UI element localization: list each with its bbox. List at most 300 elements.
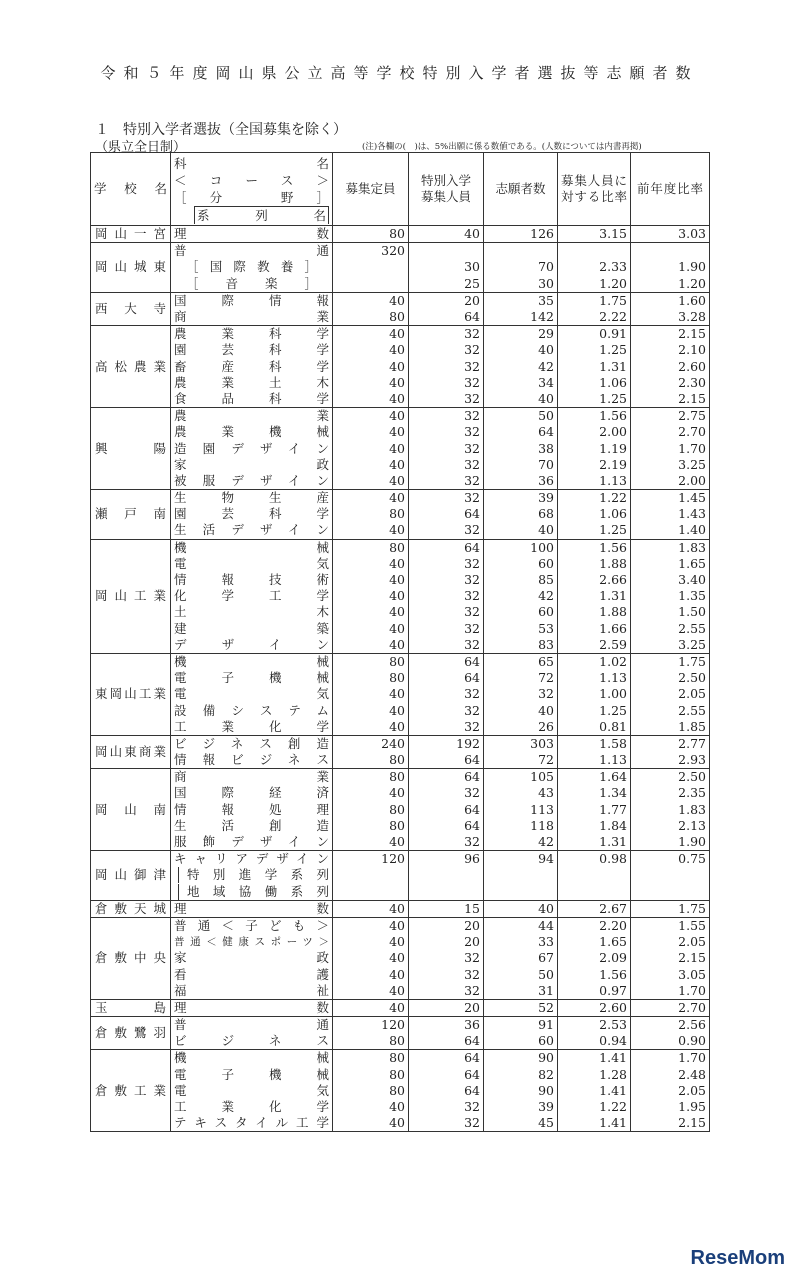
ratio-cell: 1.56 (558, 966, 631, 982)
capacity-cell: 40 (333, 983, 409, 1000)
special-cell (409, 243, 484, 260)
table-row (91, 950, 710, 966)
subject-name: 理数 (171, 226, 333, 243)
special-cell: 32 (409, 359, 484, 375)
capacity-cell: 40 (333, 637, 409, 654)
special-cell: 32 (409, 556, 484, 572)
subject-name: テキスタイル工学 (171, 1115, 333, 1132)
applicants-cell: 35 (484, 292, 558, 309)
subject-name: 農業 (171, 408, 333, 425)
capacity-cell: 40 (333, 934, 409, 950)
applicants-cell: 40 (484, 522, 558, 539)
ratio-cell: 1.13 (558, 752, 631, 769)
applicants-cell: 60 (484, 604, 558, 620)
prev-cell: 2.05 (631, 1083, 710, 1099)
table-row (91, 752, 710, 769)
special-cell: 20 (409, 917, 484, 934)
subject-name: 建築 (171, 621, 333, 637)
header-subject: 科 名 ＜コース＞ ［分 野］ 系列名 (171, 153, 333, 226)
header-special: 特別入学募集人員 (409, 153, 484, 226)
table-row (91, 1099, 710, 1115)
prev-cell: 2.05 (631, 686, 710, 702)
special-cell: 64 (409, 539, 484, 556)
special-cell (409, 867, 484, 883)
applicants-cell: 82 (484, 1067, 558, 1083)
ratio-cell: 1.65 (558, 934, 631, 950)
prev-cell: 2.55 (631, 621, 710, 637)
special-cell: 32 (409, 637, 484, 654)
special-cell: 15 (409, 900, 484, 917)
applicants-cell: 118 (484, 818, 558, 834)
header-ratio: 募集人員に対する比率 (558, 153, 631, 226)
special-cell: 32 (409, 966, 484, 982)
table-row (91, 408, 710, 425)
subject-name: 情報ビジネス (171, 752, 333, 769)
special-cell: 192 (409, 735, 484, 752)
ratio-cell: 0.81 (558, 719, 631, 736)
table-row (91, 934, 710, 950)
applicants-cell: 36 (484, 473, 558, 490)
capacity-cell: 120 (333, 1017, 409, 1034)
capacity-cell: 40 (333, 572, 409, 588)
special-cell: 32 (409, 604, 484, 620)
prev-cell: 3.03 (631, 226, 710, 243)
special-cell: 40 (409, 226, 484, 243)
capacity-cell: 320 (333, 243, 409, 260)
special-cell: 32 (409, 686, 484, 702)
school-name: 岡山東商業 (91, 735, 171, 768)
special-cell: 20 (409, 292, 484, 309)
capacity-cell: 40 (333, 292, 409, 309)
applicants-cell: 29 (484, 326, 558, 343)
subject-name: 農業機械 (171, 424, 333, 440)
applicants-cell: 32 (484, 686, 558, 702)
table-row (91, 259, 710, 275)
special-cell: 32 (409, 719, 484, 736)
capacity-cell: 240 (333, 735, 409, 752)
capacity-cell: 40 (333, 999, 409, 1016)
subject-name: ビジネス創造 (171, 735, 333, 752)
prev-cell: 2.50 (631, 670, 710, 686)
table-row (91, 292, 710, 309)
table-row (91, 506, 710, 522)
school-name: 高松農業 (91, 326, 171, 408)
applicants-cell: 90 (484, 1050, 558, 1067)
capacity-cell: 40 (333, 686, 409, 702)
applicants-cell: 68 (484, 506, 558, 522)
table-row (91, 785, 710, 801)
prev-cell: 1.43 (631, 506, 710, 522)
capacity-cell: 40 (333, 621, 409, 637)
applicants-cell: 40 (484, 702, 558, 718)
prev-cell: 2.77 (631, 735, 710, 752)
ratio-cell: 2.20 (558, 917, 631, 934)
capacity-cell (333, 867, 409, 883)
applicants-cell: 43 (484, 785, 558, 801)
prev-cell: 2.10 (631, 342, 710, 358)
capacity-cell: 40 (333, 359, 409, 375)
ratio-cell: 2.22 (558, 309, 631, 326)
prev-cell: 2.15 (631, 950, 710, 966)
applicants-cell: 50 (484, 408, 558, 425)
table-row (91, 490, 710, 507)
prev-cell: 1.60 (631, 292, 710, 309)
subject-name: キャリアデザイン (171, 851, 333, 868)
applicants-cell: 83 (484, 637, 558, 654)
ratio-cell: 2.19 (558, 457, 631, 473)
applicants-cell: 90 (484, 1083, 558, 1099)
applicants-cell: 64 (484, 424, 558, 440)
table-row (91, 686, 710, 702)
prev-cell: 2.13 (631, 818, 710, 834)
prev-cell: 1.45 (631, 490, 710, 507)
prev-cell: 2.75 (631, 408, 710, 425)
table-row (91, 309, 710, 326)
prev-cell: 2.55 (631, 702, 710, 718)
ratio-cell: 1.58 (558, 735, 631, 752)
school-name: 岡山一宮 (91, 226, 171, 243)
special-cell: 32 (409, 375, 484, 391)
subject-name: 電子機械 (171, 1067, 333, 1083)
capacity-cell: 40 (333, 424, 409, 440)
school-name: 岡山御津 (91, 851, 171, 901)
capacity-cell: 80 (333, 1050, 409, 1067)
table-row (91, 719, 710, 736)
applicants-cell (484, 243, 558, 260)
applicants-cell: 42 (484, 359, 558, 375)
subject-name: 普通 (171, 243, 333, 260)
special-cell: 64 (409, 309, 484, 326)
prev-cell (631, 884, 710, 901)
applicants-cell: 67 (484, 950, 558, 966)
capacity-cell: 80 (333, 818, 409, 834)
table-row (91, 735, 710, 752)
special-cell: 32 (409, 702, 484, 718)
table-row (91, 867, 710, 883)
prev-cell: 2.70 (631, 999, 710, 1016)
prev-cell: 1.55 (631, 917, 710, 934)
table-row (91, 276, 710, 293)
special-cell: 32 (409, 440, 484, 456)
prev-cell: 1.83 (631, 539, 710, 556)
ratio-cell: 1.75 (558, 292, 631, 309)
ratio-cell: 1.25 (558, 522, 631, 539)
table-row (91, 884, 710, 901)
header-prev: 前年度比率 (631, 153, 710, 226)
table-row (91, 457, 710, 473)
prev-cell (631, 243, 710, 260)
applicants-cell: 72 (484, 752, 558, 769)
ratio-cell: 1.25 (558, 342, 631, 358)
applicants-cell: 38 (484, 440, 558, 456)
table-row (91, 917, 710, 934)
special-cell: 64 (409, 1033, 484, 1050)
prev-cell (631, 867, 710, 883)
capacity-cell: 40 (333, 966, 409, 982)
capacity-cell: 80 (333, 802, 409, 818)
table-row (91, 359, 710, 375)
applicants-cell: 42 (484, 588, 558, 604)
prev-cell: 1.95 (631, 1099, 710, 1115)
applicants-cell (484, 867, 558, 883)
subject-name: 園芸科学 (171, 506, 333, 522)
subject-name: 福祉 (171, 983, 333, 1000)
section-subtitle: （県立全日制） (95, 140, 187, 155)
ratio-cell: 1.20 (558, 276, 631, 293)
ratio-cell: 1.31 (558, 359, 631, 375)
applicants-cell (484, 884, 558, 901)
applicants-cell: 33 (484, 934, 558, 950)
special-cell: 32 (409, 408, 484, 425)
special-cell: 32 (409, 522, 484, 539)
ratio-cell: 1.22 (558, 490, 631, 507)
capacity-cell: 40 (333, 408, 409, 425)
subject-name: 生活創造 (171, 818, 333, 834)
table-row (91, 802, 710, 818)
capacity-cell: 40 (333, 1115, 409, 1132)
ratio-cell: 0.91 (558, 326, 631, 343)
prev-cell: 2.70 (631, 424, 710, 440)
ratio-cell: 1.88 (558, 556, 631, 572)
subject-name: 普通＜健康スポーツ＞ (171, 934, 333, 950)
capacity-cell: 40 (333, 473, 409, 490)
ratio-cell: 2.53 (558, 1017, 631, 1034)
special-cell: 64 (409, 653, 484, 670)
ratio-cell: 0.94 (558, 1033, 631, 1050)
applicants-cell: 60 (484, 556, 558, 572)
applicants-cell: 52 (484, 999, 558, 1016)
resemom-logo: ReseMom (690, 1247, 785, 1269)
applicants-cell: 113 (484, 802, 558, 818)
special-cell: 25 (409, 276, 484, 293)
applicants-cell: 40 (484, 391, 558, 408)
table-row (91, 966, 710, 982)
subject-name: ［音楽］ (171, 276, 333, 293)
table-row (91, 1033, 710, 1050)
ratio-cell: 1.56 (558, 408, 631, 425)
table-row (91, 473, 710, 490)
prev-cell: 1.20 (631, 276, 710, 293)
table-row (91, 1115, 710, 1132)
special-cell: 64 (409, 670, 484, 686)
ratio-cell: 0.97 (558, 983, 631, 1000)
applicants-cell: 39 (484, 1099, 558, 1115)
table-note: (注)各欄の( )は、5%出願に係る数値である。(人数については内書再掲) (362, 142, 642, 152)
applicants-cell: 126 (484, 226, 558, 243)
applicants-cell: 40 (484, 342, 558, 358)
subject-name: 情報技術 (171, 572, 333, 588)
subject-name: 国際情報 (171, 292, 333, 309)
subject-name: 看護 (171, 966, 333, 982)
table-row (91, 834, 710, 851)
ratio-cell: 2.59 (558, 637, 631, 654)
ratio-cell: 2.60 (558, 999, 631, 1016)
table-row (91, 326, 710, 343)
subject-name: 畜産科学 (171, 359, 333, 375)
table-row (91, 375, 710, 391)
ratio-cell: 1.77 (558, 802, 631, 818)
subject-name: 家政 (171, 950, 333, 966)
table-row (91, 900, 710, 917)
special-cell: 30 (409, 259, 484, 275)
ratio-cell: 2.00 (558, 424, 631, 440)
prev-cell: 3.40 (631, 572, 710, 588)
subject-name: 食品科学 (171, 391, 333, 408)
subject-name: 機械 (171, 653, 333, 670)
special-cell: 32 (409, 572, 484, 588)
ratio-cell: 1.64 (558, 769, 631, 786)
applicants-cell: 85 (484, 572, 558, 588)
table-row (91, 621, 710, 637)
school-name: 瀬戸南 (91, 490, 171, 540)
special-cell: 64 (409, 1083, 484, 1099)
prev-cell: 3.25 (631, 637, 710, 654)
special-cell: 64 (409, 506, 484, 522)
subject-name: 普通 (171, 1017, 333, 1034)
applicants-cell: 303 (484, 735, 558, 752)
ratio-cell: 1.22 (558, 1099, 631, 1115)
table-row (91, 1017, 710, 1034)
applicants-cell: 70 (484, 259, 558, 275)
subject-name: 地域協働系列 (171, 884, 333, 901)
table-row (91, 637, 710, 654)
ratio-cell: 1.00 (558, 686, 631, 702)
ratio-cell: 1.19 (558, 440, 631, 456)
capacity-cell: 40 (333, 326, 409, 343)
subject-name: 設備システム (171, 702, 333, 718)
special-cell: 64 (409, 769, 484, 786)
school-name: 岡山城東 (91, 243, 171, 293)
capacity-cell: 80 (333, 226, 409, 243)
prev-cell: 1.40 (631, 522, 710, 539)
capacity-cell: 80 (333, 1083, 409, 1099)
subject-name: 造園デザイン (171, 440, 333, 456)
ratio-cell (558, 867, 631, 883)
subject-name: 理数 (171, 900, 333, 917)
capacity-cell: 40 (333, 1099, 409, 1115)
subject-name: 情報処理 (171, 802, 333, 818)
special-cell: 32 (409, 473, 484, 490)
school-name: 倉敷天城 (91, 900, 171, 917)
capacity-cell: 80 (333, 653, 409, 670)
table-row (91, 243, 710, 260)
subject-name: 農業土木 (171, 375, 333, 391)
subject-name: 電気 (171, 686, 333, 702)
applicants-cell: 142 (484, 309, 558, 326)
school-name: 興陽 (91, 408, 171, 490)
subject-name: 農業科学 (171, 326, 333, 343)
table-row (91, 769, 710, 786)
subject-name: 生活デザイン (171, 522, 333, 539)
school-name: 岡山工業 (91, 539, 171, 653)
ratio-cell: 2.66 (558, 572, 631, 588)
prev-cell: 1.75 (631, 653, 710, 670)
table-row (91, 983, 710, 1000)
ratio-cell: 1.41 (558, 1050, 631, 1067)
document-title: 令和５年度岡山県公立高等学校特別入学者選抜等志願者数 (100, 64, 699, 82)
capacity-cell: 40 (333, 588, 409, 604)
school-name: 倉敷中央 (91, 917, 171, 999)
school-name: 東岡山工業 (91, 653, 171, 735)
applicants-cell: 72 (484, 670, 558, 686)
subject-name: 国際経済 (171, 785, 333, 801)
subject-name: 工業化学 (171, 719, 333, 736)
capacity-cell: 120 (333, 851, 409, 868)
special-cell: 32 (409, 785, 484, 801)
special-cell: 32 (409, 424, 484, 440)
capacity-cell: 40 (333, 917, 409, 934)
subject-name: 電気 (171, 556, 333, 572)
table-row (91, 440, 710, 456)
applicants-cell: 34 (484, 375, 558, 391)
prev-cell: 1.90 (631, 834, 710, 851)
capacity-cell: 40 (333, 391, 409, 408)
prev-cell: 2.56 (631, 1017, 710, 1034)
table-row (91, 670, 710, 686)
table-row (91, 556, 710, 572)
subject-name: 理数 (171, 999, 333, 1016)
special-cell: 96 (409, 851, 484, 868)
table-row (91, 1067, 710, 1083)
applicants-table (90, 152, 710, 1132)
prev-cell: 1.70 (631, 983, 710, 1000)
capacity-cell: 40 (333, 785, 409, 801)
ratio-cell: 1.06 (558, 375, 631, 391)
prev-cell: 1.85 (631, 719, 710, 736)
subject-name: 商業 (171, 769, 333, 786)
capacity-cell: 80 (333, 670, 409, 686)
applicants-cell: 65 (484, 653, 558, 670)
capacity-cell: 40 (333, 375, 409, 391)
special-cell: 32 (409, 490, 484, 507)
ratio-cell: 1.66 (558, 621, 631, 637)
special-cell (409, 884, 484, 901)
prev-cell: 2.00 (631, 473, 710, 490)
prev-cell: 2.15 (631, 1115, 710, 1132)
table-row (91, 818, 710, 834)
table-row (91, 702, 710, 718)
capacity-cell: 80 (333, 769, 409, 786)
ratio-cell: 1.06 (558, 506, 631, 522)
prev-cell: 2.60 (631, 359, 710, 375)
special-cell: 32 (409, 834, 484, 851)
applicants-cell: 70 (484, 457, 558, 473)
table-row (91, 653, 710, 670)
special-cell: 64 (409, 1067, 484, 1083)
capacity-cell: 40 (333, 342, 409, 358)
ratio-cell: 2.09 (558, 950, 631, 966)
special-cell: 64 (409, 752, 484, 769)
applicants-cell: 53 (484, 621, 558, 637)
subject-name: 工業化学 (171, 1099, 333, 1115)
special-cell: 32 (409, 391, 484, 408)
subject-name: 生物生産 (171, 490, 333, 507)
ratio-cell: 1.13 (558, 473, 631, 490)
ratio-cell: 1.34 (558, 785, 631, 801)
header-capacity: 募集定員 (333, 153, 409, 226)
school-name: 玉島 (91, 999, 171, 1016)
ratio-cell: 1.28 (558, 1067, 631, 1083)
table-row (91, 1050, 710, 1067)
ratio-cell: 1.31 (558, 834, 631, 851)
ratio-cell: 1.88 (558, 604, 631, 620)
applicants-cell: 100 (484, 539, 558, 556)
capacity-cell: 40 (333, 440, 409, 456)
special-cell: 20 (409, 999, 484, 1016)
capacity-cell: 80 (333, 1033, 409, 1050)
subject-name: 特別進学系列 (171, 867, 333, 883)
prev-cell: 0.90 (631, 1033, 710, 1050)
